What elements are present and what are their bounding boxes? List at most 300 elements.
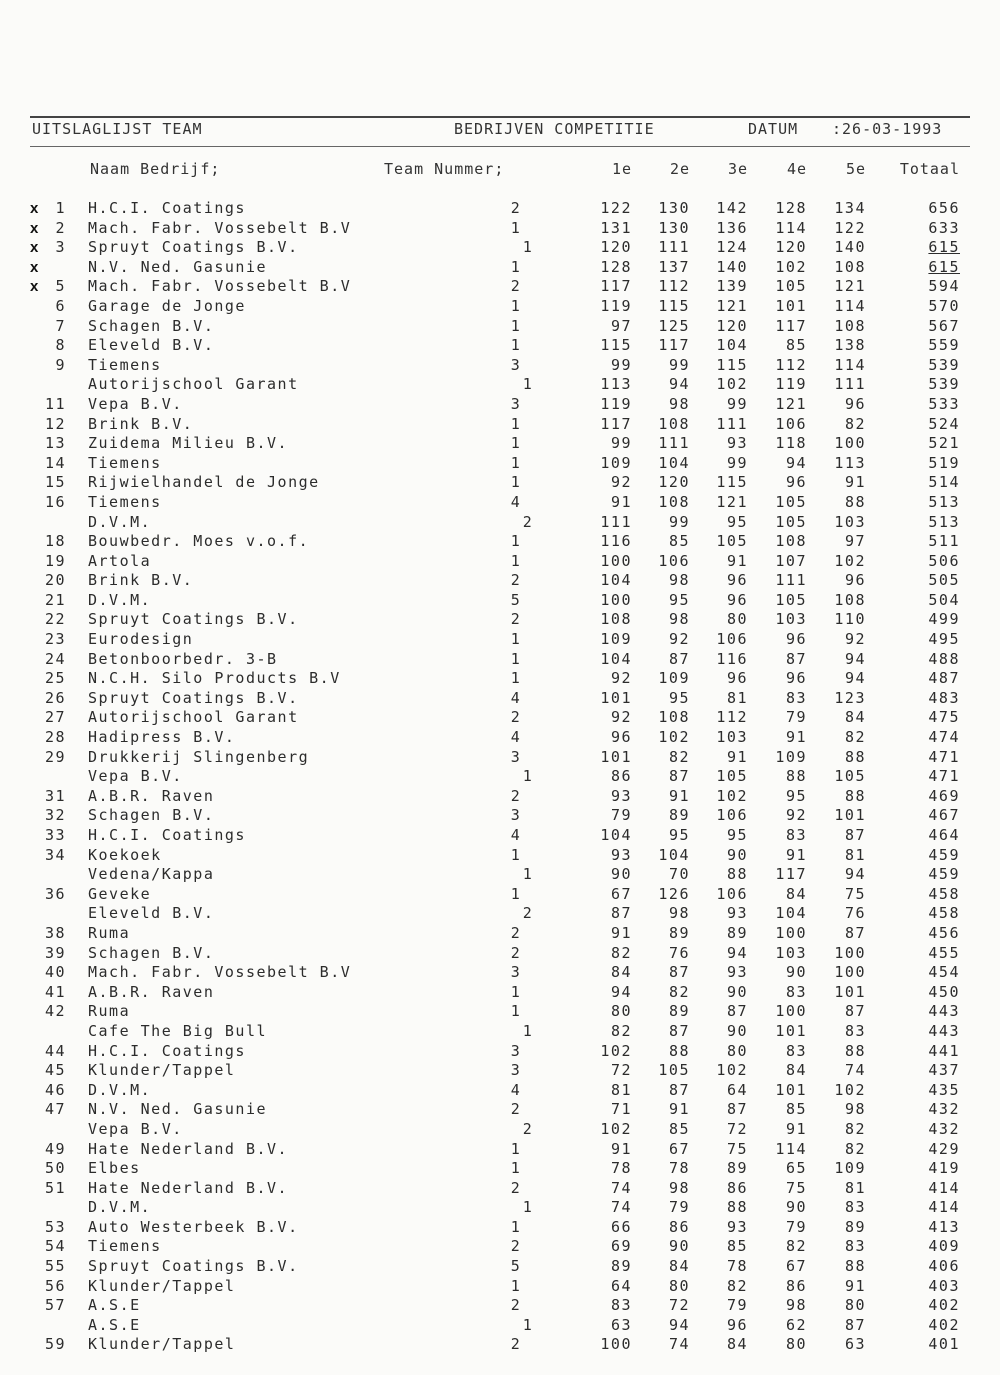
rank: 32 bbox=[44, 806, 66, 825]
score-2e: 95 bbox=[668, 688, 690, 707]
score-2e: 112 bbox=[658, 277, 690, 296]
score-2e: 108 bbox=[658, 492, 690, 511]
table-row bbox=[0, 1042, 1000, 1062]
company-name: Autorijschool Garant bbox=[88, 375, 299, 394]
score-1e: 101 bbox=[600, 747, 632, 766]
score-2e: 98 bbox=[668, 610, 690, 629]
score-5e: 82 bbox=[844, 1119, 866, 1138]
company-name: A.S.E bbox=[88, 1315, 141, 1334]
total: 594 bbox=[928, 277, 960, 296]
total: 419 bbox=[928, 1159, 960, 1178]
table-row bbox=[0, 806, 1000, 826]
score-5e: 92 bbox=[844, 630, 866, 649]
score-5e: 94 bbox=[844, 865, 866, 884]
table-row bbox=[0, 1081, 1000, 1101]
team-number: 2 bbox=[510, 1296, 522, 1315]
table-row bbox=[0, 1198, 1000, 1218]
score-5e: 87 bbox=[844, 923, 866, 942]
score-2e: 76 bbox=[668, 943, 690, 962]
score-1e: 101 bbox=[600, 688, 632, 707]
col-header-5e: 5e bbox=[845, 160, 866, 178]
company-name: Garage de Jonge bbox=[88, 296, 246, 315]
table-row bbox=[0, 983, 1000, 1003]
score-5e: 96 bbox=[844, 571, 866, 590]
score-3e: 121 bbox=[716, 296, 748, 315]
score-5e: 82 bbox=[844, 728, 866, 747]
score-4e: 103 bbox=[775, 610, 807, 629]
score-2e: 89 bbox=[668, 1002, 690, 1021]
score-1e: 119 bbox=[600, 296, 632, 315]
score-1e: 84 bbox=[610, 963, 632, 982]
score-5e: 113 bbox=[834, 453, 866, 472]
rank: 11 bbox=[44, 394, 66, 413]
total: 615 bbox=[928, 257, 960, 276]
score-2e: 98 bbox=[668, 394, 690, 413]
company-name: Artola bbox=[88, 551, 152, 570]
company-name: A.B.R. Raven bbox=[88, 786, 215, 805]
company-name: Mach. Fabr. Vossebelt B.V bbox=[88, 963, 352, 982]
total: 539 bbox=[928, 375, 960, 394]
team-number: 1 bbox=[522, 1315, 534, 1334]
score-1e: 100 bbox=[600, 1335, 632, 1354]
total: 506 bbox=[928, 551, 960, 570]
table-row bbox=[0, 728, 1000, 748]
company-name: Ruma bbox=[88, 923, 131, 942]
team-number: 1 bbox=[510, 669, 522, 688]
team-number: 1 bbox=[510, 414, 522, 433]
score-2e: 117 bbox=[658, 336, 690, 355]
table-row bbox=[0, 375, 1000, 395]
rank: 41 bbox=[44, 982, 66, 1001]
score-4e: 100 bbox=[775, 1002, 807, 1021]
score-2e: 79 bbox=[668, 1198, 690, 1217]
score-3e: 75 bbox=[726, 1139, 748, 1158]
marker: x bbox=[30, 219, 40, 237]
score-2e: 125 bbox=[658, 316, 690, 335]
score-5e: 100 bbox=[834, 943, 866, 962]
team-number: 2 bbox=[510, 943, 522, 962]
company-name: Tiemens bbox=[88, 453, 162, 472]
rank: 19 bbox=[44, 551, 66, 570]
score-1e: 100 bbox=[600, 590, 632, 609]
total: 656 bbox=[928, 199, 960, 217]
table-row bbox=[0, 1140, 1000, 1160]
table-row bbox=[0, 1237, 1000, 1257]
score-1e: 128 bbox=[600, 257, 632, 276]
team-number: 1 bbox=[510, 551, 522, 570]
team-number: 1 bbox=[510, 532, 522, 551]
score-4e: 105 bbox=[775, 512, 807, 531]
col-header-2e: 2e bbox=[669, 160, 690, 178]
company-name: Bouwbedr. Moes v.o.f. bbox=[88, 532, 310, 551]
score-1e: 99 bbox=[610, 355, 632, 374]
team-number: 1 bbox=[510, 316, 522, 335]
score-3e: 115 bbox=[716, 355, 748, 374]
score-5e: 83 bbox=[844, 1198, 866, 1217]
company-name: Klunder/Tappel bbox=[88, 1335, 236, 1354]
marker: x bbox=[30, 200, 40, 217]
score-4e: 107 bbox=[775, 551, 807, 570]
team-number: 4 bbox=[510, 688, 522, 707]
rank: 39 bbox=[44, 943, 66, 962]
score-4e: 80 bbox=[785, 1335, 807, 1354]
total: 474 bbox=[928, 728, 960, 747]
date-value: :26-03-1993 bbox=[832, 120, 943, 138]
score-4e: 121 bbox=[775, 394, 807, 413]
table-row bbox=[0, 434, 1000, 454]
score-1e: 86 bbox=[610, 767, 632, 786]
team-number: 1 bbox=[510, 434, 522, 453]
team-number: 1 bbox=[522, 375, 534, 394]
score-4e: 67 bbox=[785, 1257, 807, 1276]
total: 458 bbox=[928, 904, 960, 923]
total: 483 bbox=[928, 688, 960, 707]
score-4e: 105 bbox=[775, 590, 807, 609]
table-row bbox=[0, 1335, 1000, 1355]
score-3e: 84 bbox=[726, 1335, 748, 1354]
total: 511 bbox=[928, 532, 960, 551]
score-4e: 75 bbox=[785, 1178, 807, 1197]
company-name: Ruma bbox=[88, 1002, 131, 1021]
table-row bbox=[0, 1179, 1000, 1199]
company-name: Spruyt Coatings B.V. bbox=[88, 688, 299, 707]
score-4e: 128 bbox=[775, 199, 807, 217]
score-4e: 120 bbox=[775, 238, 807, 257]
team-number: 1 bbox=[510, 453, 522, 472]
score-2e: 86 bbox=[668, 1217, 690, 1236]
score-4e: 90 bbox=[785, 963, 807, 982]
team-number: 1 bbox=[510, 1276, 522, 1295]
score-4e: 112 bbox=[775, 355, 807, 374]
team-number: 3 bbox=[510, 1041, 522, 1060]
score-1e: 122 bbox=[600, 199, 632, 217]
score-5e: 94 bbox=[844, 669, 866, 688]
company-name: Brink B.V. bbox=[88, 414, 194, 433]
company-name: N.V. Ned. Gasunie bbox=[88, 1100, 268, 1119]
score-4e: 108 bbox=[775, 532, 807, 551]
marker: x bbox=[30, 239, 40, 257]
score-1e: 91 bbox=[610, 1139, 632, 1158]
score-3e: 80 bbox=[726, 1041, 748, 1060]
company-name: D.V.M. bbox=[88, 1198, 152, 1217]
total: 487 bbox=[928, 669, 960, 688]
score-5e: 108 bbox=[834, 590, 866, 609]
table-row bbox=[0, 552, 1000, 572]
score-2e: 90 bbox=[668, 1237, 690, 1256]
score-1e: 97 bbox=[610, 316, 632, 335]
score-1e: 93 bbox=[610, 786, 632, 805]
score-3e: 104 bbox=[716, 336, 748, 355]
team-number: 1 bbox=[510, 218, 522, 237]
total: 432 bbox=[928, 1100, 960, 1119]
score-4e: 91 bbox=[785, 845, 807, 864]
score-4e: 95 bbox=[785, 786, 807, 805]
score-1e: 92 bbox=[610, 708, 632, 727]
table-row bbox=[0, 1296, 1000, 1316]
score-5e: 82 bbox=[844, 1139, 866, 1158]
company-name: Rijwielhandel de Jonge bbox=[88, 473, 320, 492]
score-1e: 82 bbox=[610, 1021, 632, 1040]
score-5e: 109 bbox=[834, 1159, 866, 1178]
table-row bbox=[0, 1100, 1000, 1120]
total: 414 bbox=[928, 1178, 960, 1197]
team-number: 1 bbox=[522, 767, 534, 786]
score-3e: 99 bbox=[726, 453, 748, 472]
score-1e: 91 bbox=[610, 923, 632, 942]
score-1e: 109 bbox=[600, 453, 632, 472]
score-5e: 102 bbox=[834, 551, 866, 570]
team-number: 2 bbox=[522, 1119, 534, 1138]
score-2e: 106 bbox=[658, 551, 690, 570]
score-3e: 105 bbox=[716, 532, 748, 551]
score-4e: 100 bbox=[775, 923, 807, 942]
score-5e: 94 bbox=[844, 649, 866, 668]
col-header-1e: 1e bbox=[611, 160, 632, 178]
team-number: 5 bbox=[510, 1257, 522, 1276]
score-5e: 97 bbox=[844, 532, 866, 551]
rank: 25 bbox=[44, 669, 66, 688]
score-3e: 102 bbox=[716, 375, 748, 394]
company-name: H.C.I. Coatings bbox=[88, 199, 246, 217]
table-row bbox=[0, 1218, 1000, 1238]
table-row bbox=[0, 336, 1000, 356]
company-name: Spruyt Coatings B.V. bbox=[88, 1257, 299, 1276]
company-name: Elbes bbox=[88, 1159, 141, 1178]
score-3e: 106 bbox=[716, 884, 748, 903]
score-5e: 100 bbox=[834, 434, 866, 453]
company-name: Cafe The Big Bull bbox=[88, 1021, 268, 1040]
table-row bbox=[0, 748, 1000, 768]
score-2e: 88 bbox=[668, 1041, 690, 1060]
total: 459 bbox=[928, 845, 960, 864]
score-5e: 98 bbox=[844, 1100, 866, 1119]
score-1e: 108 bbox=[600, 610, 632, 629]
score-3e: 124 bbox=[716, 238, 748, 257]
score-5e: 88 bbox=[844, 492, 866, 511]
company-name: Schagen B.V. bbox=[88, 806, 215, 825]
score-2e: 85 bbox=[668, 1119, 690, 1138]
score-5e: 111 bbox=[834, 375, 866, 394]
team-number: 1 bbox=[510, 982, 522, 1001]
table-row bbox=[0, 238, 1000, 258]
company-name: N.C.H. Silo Products B.V bbox=[88, 669, 341, 688]
table-row bbox=[0, 199, 1000, 219]
table-row bbox=[0, 708, 1000, 728]
company-name: Tiemens bbox=[88, 355, 162, 374]
score-3e: 102 bbox=[716, 1061, 748, 1080]
score-3e: 106 bbox=[716, 630, 748, 649]
company-name: Klunder/Tappel bbox=[88, 1276, 236, 1295]
rank: 15 bbox=[44, 473, 66, 492]
score-2e: 108 bbox=[658, 708, 690, 727]
team-number: 2 bbox=[510, 199, 522, 217]
score-5e: 134 bbox=[834, 199, 866, 217]
team-number: 1 bbox=[510, 296, 522, 315]
score-3e: 116 bbox=[716, 649, 748, 668]
table-row bbox=[0, 277, 1000, 297]
rank: 27 bbox=[44, 708, 66, 727]
score-3e: 78 bbox=[726, 1257, 748, 1276]
score-2e: 126 bbox=[658, 884, 690, 903]
score-4e: 83 bbox=[785, 688, 807, 707]
header-rule bbox=[30, 146, 970, 147]
table-row bbox=[0, 924, 1000, 944]
rank: 46 bbox=[44, 1080, 66, 1099]
score-2e: 111 bbox=[658, 434, 690, 453]
team-number: 1 bbox=[522, 865, 534, 884]
score-4e: 85 bbox=[785, 336, 807, 355]
score-4e: 62 bbox=[785, 1315, 807, 1334]
score-1e: 120 bbox=[600, 238, 632, 257]
team-number: 2 bbox=[510, 571, 522, 590]
score-1e: 113 bbox=[600, 375, 632, 394]
team-number: 3 bbox=[510, 806, 522, 825]
team-number: 1 bbox=[510, 257, 522, 276]
table-row bbox=[0, 1061, 1000, 1081]
table-row bbox=[0, 415, 1000, 435]
score-5e: 88 bbox=[844, 747, 866, 766]
score-2e: 74 bbox=[668, 1335, 690, 1354]
score-5e: 81 bbox=[844, 845, 866, 864]
score-3e: 79 bbox=[726, 1296, 748, 1315]
table-row bbox=[0, 787, 1000, 807]
total: 406 bbox=[928, 1257, 960, 1276]
team-number: 1 bbox=[510, 630, 522, 649]
results-table bbox=[0, 199, 1000, 1355]
team-number: 1 bbox=[510, 1159, 522, 1178]
score-3e: 88 bbox=[726, 1198, 748, 1217]
team-number: 2 bbox=[510, 923, 522, 942]
score-4e: 79 bbox=[785, 1217, 807, 1236]
score-5e: 75 bbox=[844, 884, 866, 903]
score-1e: 67 bbox=[610, 884, 632, 903]
marker: x bbox=[30, 278, 40, 296]
score-2e: 120 bbox=[658, 473, 690, 492]
score-1e: 66 bbox=[610, 1217, 632, 1236]
total: 429 bbox=[928, 1139, 960, 1158]
score-2e: 105 bbox=[658, 1061, 690, 1080]
total: 454 bbox=[928, 963, 960, 982]
score-2e: 137 bbox=[658, 257, 690, 276]
rank: 34 bbox=[44, 845, 66, 864]
table-row bbox=[0, 591, 1000, 611]
total: 539 bbox=[928, 355, 960, 374]
score-2e: 67 bbox=[668, 1139, 690, 1158]
score-3e: 121 bbox=[716, 492, 748, 511]
score-2e: 80 bbox=[668, 1276, 690, 1295]
total: 521 bbox=[928, 434, 960, 453]
col-header-totaal: Totaal bbox=[899, 160, 960, 178]
team-number: 1 bbox=[522, 1021, 534, 1040]
table-row bbox=[0, 454, 1000, 474]
score-4e: 83 bbox=[785, 982, 807, 1001]
score-2e: 99 bbox=[668, 512, 690, 531]
score-1e: 71 bbox=[610, 1100, 632, 1119]
score-4e: 96 bbox=[785, 669, 807, 688]
table-row bbox=[0, 532, 1000, 552]
table-row bbox=[0, 297, 1000, 317]
score-4e: 88 bbox=[785, 767, 807, 786]
score-4e: 84 bbox=[785, 1061, 807, 1080]
rank: 44 bbox=[44, 1041, 66, 1060]
competition-title: BEDRIJVEN COMPETITIE bbox=[454, 120, 655, 138]
total: 409 bbox=[928, 1237, 960, 1256]
rank: 40 bbox=[44, 963, 66, 982]
table-row bbox=[0, 356, 1000, 376]
score-4e: 105 bbox=[775, 492, 807, 511]
team-number: 4 bbox=[510, 492, 522, 511]
score-3e: 96 bbox=[726, 571, 748, 590]
score-2e: 104 bbox=[658, 453, 690, 472]
score-4e: 65 bbox=[785, 1159, 807, 1178]
score-3e: 96 bbox=[726, 1315, 748, 1334]
table-row bbox=[0, 610, 1000, 630]
team-number: 3 bbox=[510, 963, 522, 982]
score-3e: 81 bbox=[726, 688, 748, 707]
score-3e: 80 bbox=[726, 610, 748, 629]
team-number: 1 bbox=[510, 1217, 522, 1236]
score-4e: 119 bbox=[775, 375, 807, 394]
score-1e: 74 bbox=[610, 1198, 632, 1217]
team-number: 4 bbox=[510, 826, 522, 844]
score-1e: 104 bbox=[600, 571, 632, 590]
score-1e: 89 bbox=[610, 1257, 632, 1276]
score-3e: 102 bbox=[716, 786, 748, 805]
company-name: Betonboorbedr. 3-B bbox=[88, 649, 278, 668]
team-number: 2 bbox=[510, 1178, 522, 1197]
team-number: 1 bbox=[510, 1139, 522, 1158]
table-row bbox=[0, 630, 1000, 650]
score-5e: 102 bbox=[834, 1080, 866, 1099]
table-row bbox=[0, 846, 1000, 866]
score-1e: 78 bbox=[610, 1159, 632, 1178]
total: 443 bbox=[928, 1021, 960, 1040]
score-2e: 87 bbox=[668, 1080, 690, 1099]
score-4e: 114 bbox=[775, 218, 807, 237]
col-header-4e: 4e bbox=[786, 160, 807, 178]
total: 475 bbox=[928, 708, 960, 727]
score-1e: 79 bbox=[610, 806, 632, 825]
score-2e: 104 bbox=[658, 845, 690, 864]
company-name: Hate Nederland B.V. bbox=[88, 1139, 289, 1158]
score-3e: 90 bbox=[726, 982, 748, 1001]
rank: 12 bbox=[44, 414, 66, 433]
score-5e: 89 bbox=[844, 1217, 866, 1236]
total: 513 bbox=[928, 492, 960, 511]
rank: 28 bbox=[44, 728, 66, 747]
table-row bbox=[0, 963, 1000, 983]
team-number: 2 bbox=[522, 512, 534, 531]
score-5e: 76 bbox=[844, 904, 866, 923]
total: 443 bbox=[928, 1002, 960, 1021]
total: 413 bbox=[928, 1217, 960, 1236]
score-1e: 117 bbox=[600, 277, 632, 296]
score-4e: 111 bbox=[775, 571, 807, 590]
team-number: 2 bbox=[510, 708, 522, 727]
rank: 22 bbox=[44, 610, 66, 629]
rank: 1 bbox=[55, 199, 66, 217]
rank: 13 bbox=[44, 434, 66, 453]
total: 402 bbox=[928, 1315, 960, 1334]
rank: 6 bbox=[55, 296, 66, 315]
score-5e: 101 bbox=[834, 806, 866, 825]
team-number: 1 bbox=[522, 238, 534, 257]
score-3e: 140 bbox=[716, 257, 748, 276]
score-3e: 95 bbox=[726, 826, 748, 844]
rank: 50 bbox=[44, 1159, 66, 1178]
score-5e: 84 bbox=[844, 708, 866, 727]
score-4e: 92 bbox=[785, 806, 807, 825]
